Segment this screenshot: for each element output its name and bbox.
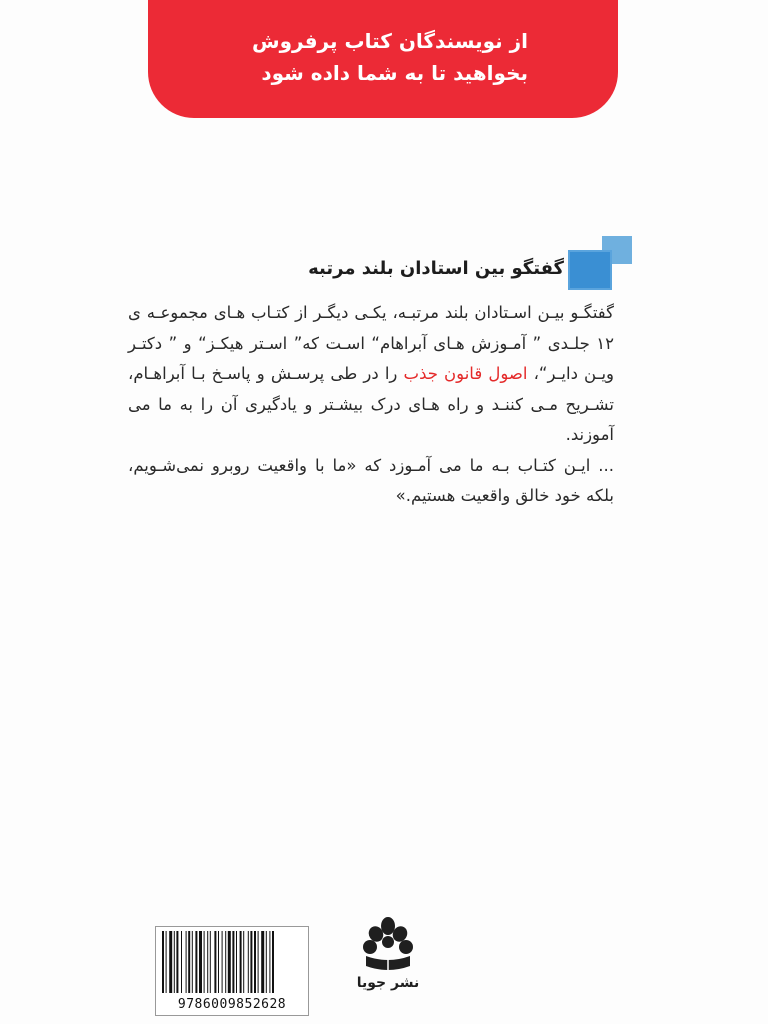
highlight-law-of-attraction: اصول قانون جذب <box>403 364 528 383</box>
isbn-number: 9786009852628 <box>177 997 287 1012</box>
section-heading: گفتگو بین استادان بلند مرتبه <box>308 258 564 279</box>
description-paragraph-2: ... ایـن کتـاب بـه ما می آمـوزد که «ما با واقعیت روبرو نمی‌شـویم، بلکه خود خالق واقعیت هستیم.» <box>128 455 614 505</box>
top-banner <box>148 0 618 118</box>
decorative-square-dark <box>568 250 612 290</box>
paragraph-1-part-a: گفتگـو بیـن اسـتادان بلند مرتبـه، یکـی دیگـر از کتـاب هـای مجموعـه ی ۱۲ جلـدی ” آمـوزش هـای آبراهام“ اسـت که” اسـتر هیکـز“ و ” دکتـر ویـن دایـر“، <box>128 303 615 383</box>
description-text <box>128 298 614 512</box>
banner-line-1: از نویسندگان کتاب پرفروش <box>251 29 528 53</box>
paragraph-1-part-b: را در طی پرسـش و پاسـخ بـا آبراهـام، تشـریح مـی کننـد و راه هـای درک بیشـتر و یادگیری آن را به ما می آموزند. <box>128 364 614 444</box>
publisher-name: نشر جویا <box>356 975 420 991</box>
barcode-bars <box>160 931 304 993</box>
book-flower-logo-icon <box>358 914 418 974</box>
banner-line-2: بخواهید تا به شما داده شود <box>261 61 528 85</box>
description-paragraph-1 <box>128 298 614 451</box>
isbn-barcode <box>155 926 309 1016</box>
